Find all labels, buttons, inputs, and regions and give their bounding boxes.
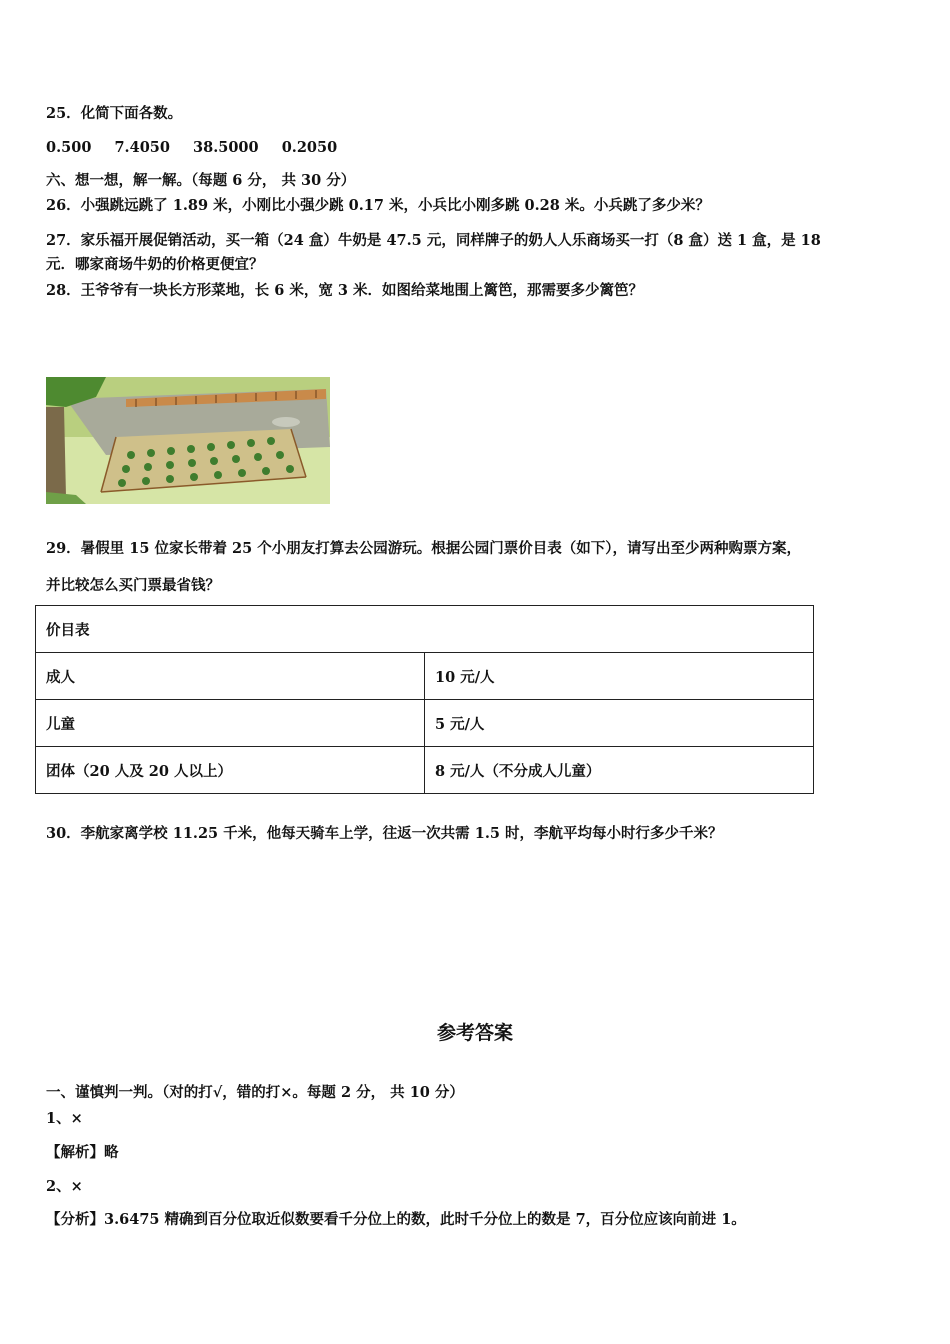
number-item: 0.2050 <box>281 139 338 156</box>
price-table-title: 价目表 <box>36 606 814 653</box>
table-cell-price: 5 元/人 <box>425 700 814 747</box>
answers-heading: 参考答案 <box>436 1022 513 1044</box>
question-26: 26．小强跳远跳了 1.89 米，小刚比小强少跳 0.17 米，小兵比小刚多跳 0.28 米。小兵跳了多少米？ <box>46 197 710 214</box>
question-29-line2: 并比较怎么买门票最省钱？ <box>46 577 220 594</box>
answer-1: 1、× <box>46 1110 83 1127</box>
vegetable-garden-illustration <box>46 377 330 504</box>
number-item: 7.4050 <box>114 139 170 156</box>
question-25: 25．化简下面各数。 <box>46 105 183 122</box>
number-item: 0.500 <box>46 139 92 156</box>
answers-section-1: 一、谨慎判一判。（对的打√，错的打×。每题 2 分， 共 10 分） <box>46 1084 464 1101</box>
question-28: 28．王爷爷有一块长方形菜地，长 6 米，宽 3 米．如图给菜地围上篱笆，那需要多少篱笆？ <box>46 282 644 299</box>
table-cell-label: 成人 <box>36 653 425 700</box>
number-item: 38.5000 <box>193 139 259 156</box>
question-30: 30．李航家离学校 11.25 千米，他每天骑车上学，往返一次共需 1.5 时，李航平均每小时行多少千米？ <box>46 825 723 842</box>
answer-2-analysis: 【分析】3.6475 精确到百分位取近似数要看千分位上的数，此时千分位上的数是 7，百分位应该向前进 1。 <box>46 1211 746 1228</box>
price-table <box>35 605 814 794</box>
question-25-numbers <box>46 138 355 158</box>
answer-1-analysis: 【解析】略 <box>46 1144 119 1161</box>
table-row <box>36 606 814 653</box>
question-27-line1: 27．家乐福开展促销活动，买一箱（24 盒）牛奶是 47.5 元，同样牌子的奶人人乐商场买一打（8 盒）送 1 盒，是 18 <box>46 232 821 249</box>
table-row <box>36 653 814 700</box>
answer-2: 2、× <box>46 1178 83 1195</box>
question-27-line2: 元．哪家商场牛奶的价格更便宜？ <box>46 256 264 273</box>
table-cell-label: 团体（20 人及 20 人以上） <box>36 747 425 794</box>
section-6-heading: 六、想一想，解一解。（每题 6 分， 共 30 分） <box>46 172 356 189</box>
table-row <box>36 747 814 794</box>
table-cell-price: 8 元/人（不分成人儿童） <box>425 747 814 794</box>
question-29-line1: 29．暑假里 15 位家长带着 25 个小朋友打算去公园游玩。根据公园门票价目表（如下），请写出至少两种购票方案， <box>46 540 801 557</box>
table-row <box>36 700 814 747</box>
table-cell-price: 10 元/人 <box>425 653 814 700</box>
table-cell-label: 儿童 <box>36 700 425 747</box>
